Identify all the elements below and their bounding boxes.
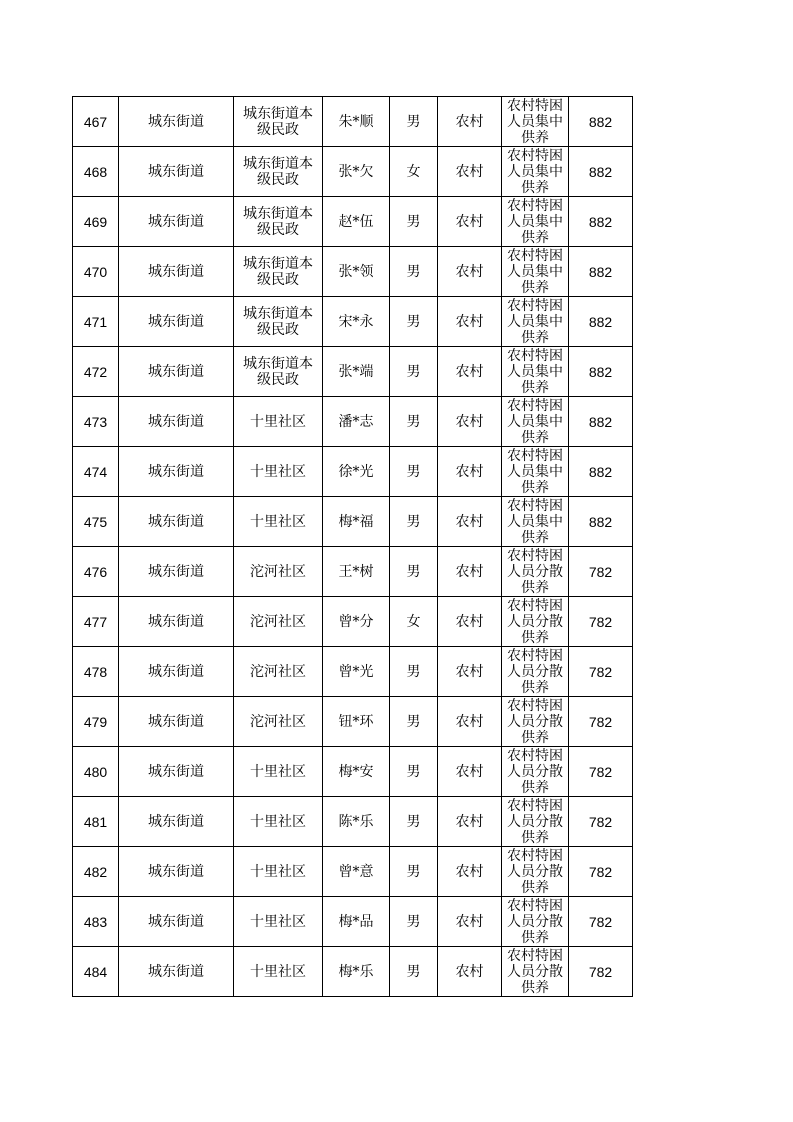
cell-name: 张*欠 [323, 147, 390, 197]
cell-community: 十里社区 [234, 947, 323, 997]
cell-community: 沱河社区 [234, 697, 323, 747]
cell-community: 城东街道本级民政 [234, 347, 323, 397]
cell-street: 城东街道 [119, 747, 234, 797]
cell-support-type: 农村特困人员分散供养 [502, 597, 569, 647]
cell-community: 城东街道本级民政 [234, 97, 323, 147]
cell-area: 农村 [438, 347, 502, 397]
cell-number: 474 [73, 447, 119, 497]
cell-community: 十里社区 [234, 897, 323, 947]
cell-street: 城东街道 [119, 947, 234, 997]
cell-number: 479 [73, 697, 119, 747]
cell-gender: 男 [390, 447, 438, 497]
cell-amount: 882 [569, 247, 633, 297]
cell-name: 曾*光 [323, 647, 390, 697]
cell-street: 城东街道 [119, 347, 234, 397]
cell-community: 城东街道本级民政 [234, 147, 323, 197]
cell-support-type: 农村特困人员集中供养 [502, 97, 569, 147]
cell-support-type: 农村特困人员集中供养 [502, 397, 569, 447]
cell-support-type: 农村特困人员集中供养 [502, 297, 569, 347]
cell-amount: 882 [569, 397, 633, 447]
table-row [73, 647, 633, 697]
cell-name: 陈*乐 [323, 797, 390, 847]
cell-community: 十里社区 [234, 847, 323, 897]
cell-support-type: 农村特困人员集中供养 [502, 497, 569, 547]
cell-area: 农村 [438, 247, 502, 297]
cell-gender: 男 [390, 297, 438, 347]
cell-number: 480 [73, 747, 119, 797]
cell-gender: 男 [390, 97, 438, 147]
cell-street: 城东街道 [119, 447, 234, 497]
cell-number: 481 [73, 797, 119, 847]
cell-name: 梅*乐 [323, 947, 390, 997]
cell-number: 470 [73, 247, 119, 297]
table-row [73, 547, 633, 597]
table-row [73, 697, 633, 747]
cell-gender: 男 [390, 197, 438, 247]
cell-amount: 882 [569, 347, 633, 397]
cell-street: 城东街道 [119, 247, 234, 297]
cell-community: 十里社区 [234, 747, 323, 797]
cell-community: 城东街道本级民政 [234, 197, 323, 247]
cell-name: 赵*伍 [323, 197, 390, 247]
cell-gender: 男 [390, 697, 438, 747]
cell-name: 张*端 [323, 347, 390, 397]
cell-number: 467 [73, 97, 119, 147]
cell-gender: 女 [390, 597, 438, 647]
cell-support-type: 农村特困人员集中供养 [502, 197, 569, 247]
cell-number: 468 [73, 147, 119, 197]
cell-name: 梅*安 [323, 747, 390, 797]
cell-gender: 男 [390, 397, 438, 447]
cell-gender: 男 [390, 747, 438, 797]
cell-name: 曾*分 [323, 597, 390, 647]
cell-street: 城东街道 [119, 697, 234, 747]
cell-street: 城东街道 [119, 547, 234, 597]
cell-support-type: 农村特困人员分散供养 [502, 797, 569, 847]
cell-area: 农村 [438, 747, 502, 797]
cell-gender: 女 [390, 147, 438, 197]
cell-support-type: 农村特困人员分散供养 [502, 947, 569, 997]
cell-support-type: 农村特困人员集中供养 [502, 247, 569, 297]
cell-area: 农村 [438, 797, 502, 847]
cell-name: 朱*顺 [323, 97, 390, 147]
cell-support-type: 农村特困人员集中供养 [502, 447, 569, 497]
table-row [73, 397, 633, 447]
table-row [73, 347, 633, 397]
cell-name: 曾*意 [323, 847, 390, 897]
cell-number: 471 [73, 297, 119, 347]
table-row [73, 497, 633, 547]
cell-street: 城东街道 [119, 297, 234, 347]
cell-name: 徐*光 [323, 447, 390, 497]
cell-number: 484 [73, 947, 119, 997]
cell-street: 城东街道 [119, 847, 234, 897]
cell-name: 张*领 [323, 247, 390, 297]
cell-street: 城东街道 [119, 197, 234, 247]
table-row [73, 747, 633, 797]
cell-community: 沱河社区 [234, 597, 323, 647]
cell-support-type: 农村特困人员分散供养 [502, 747, 569, 797]
table-row [73, 947, 633, 997]
table-row [73, 197, 633, 247]
cell-area: 农村 [438, 947, 502, 997]
cell-amount: 782 [569, 897, 633, 947]
cell-number: 476 [73, 547, 119, 597]
cell-gender: 男 [390, 347, 438, 397]
cell-area: 农村 [438, 697, 502, 747]
cell-community: 十里社区 [234, 447, 323, 497]
cell-street: 城东街道 [119, 497, 234, 547]
cell-street: 城东街道 [119, 797, 234, 847]
table-row [73, 847, 633, 897]
cell-gender: 男 [390, 247, 438, 297]
cell-area: 农村 [438, 97, 502, 147]
table-row [73, 897, 633, 947]
table-row [73, 797, 633, 847]
cell-street: 城东街道 [119, 597, 234, 647]
cell-community: 十里社区 [234, 497, 323, 547]
cell-number: 472 [73, 347, 119, 397]
cell-amount: 882 [569, 497, 633, 547]
table-body [73, 97, 633, 997]
cell-number: 478 [73, 647, 119, 697]
cell-area: 农村 [438, 197, 502, 247]
cell-amount: 782 [569, 697, 633, 747]
cell-name: 宋*永 [323, 297, 390, 347]
cell-amount: 882 [569, 147, 633, 197]
cell-support-type: 农村特困人员分散供养 [502, 697, 569, 747]
cell-support-type: 农村特困人员分散供养 [502, 547, 569, 597]
cell-amount: 782 [569, 547, 633, 597]
cell-area: 农村 [438, 847, 502, 897]
cell-community: 沱河社区 [234, 647, 323, 697]
cell-name: 潘*志 [323, 397, 390, 447]
cell-street: 城东街道 [119, 147, 234, 197]
cell-amount: 782 [569, 847, 633, 897]
cell-area: 农村 [438, 447, 502, 497]
cell-area: 农村 [438, 647, 502, 697]
cell-amount: 882 [569, 197, 633, 247]
cell-area: 农村 [438, 497, 502, 547]
cell-name: 钮*环 [323, 697, 390, 747]
cell-name: 梅*品 [323, 897, 390, 947]
cell-amount: 782 [569, 797, 633, 847]
cell-community: 城东街道本级民政 [234, 247, 323, 297]
table-row [73, 97, 633, 147]
table-row [73, 597, 633, 647]
cell-area: 农村 [438, 297, 502, 347]
cell-community: 沱河社区 [234, 547, 323, 597]
table-row [73, 297, 633, 347]
cell-area: 农村 [438, 597, 502, 647]
cell-area: 农村 [438, 147, 502, 197]
cell-amount: 882 [569, 447, 633, 497]
cell-number: 483 [73, 897, 119, 947]
cell-gender: 男 [390, 547, 438, 597]
cell-amount: 882 [569, 297, 633, 347]
cell-street: 城东街道 [119, 897, 234, 947]
cell-amount: 782 [569, 947, 633, 997]
cell-support-type: 农村特困人员分散供养 [502, 847, 569, 897]
cell-amount: 782 [569, 597, 633, 647]
cell-area: 农村 [438, 897, 502, 947]
beneficiary-table [72, 96, 633, 997]
cell-name: 梅*福 [323, 497, 390, 547]
cell-amount: 782 [569, 647, 633, 697]
table-row [73, 447, 633, 497]
cell-gender: 男 [390, 897, 438, 947]
cell-gender: 男 [390, 847, 438, 897]
cell-community: 城东街道本级民政 [234, 297, 323, 347]
cell-area: 农村 [438, 397, 502, 447]
table-row [73, 147, 633, 197]
cell-gender: 男 [390, 647, 438, 697]
table-row [73, 247, 633, 297]
cell-name: 王*树 [323, 547, 390, 597]
cell-support-type: 农村特困人员分散供养 [502, 647, 569, 697]
cell-gender: 男 [390, 797, 438, 847]
cell-amount: 782 [569, 747, 633, 797]
cell-support-type: 农村特困人员集中供养 [502, 347, 569, 397]
cell-support-type: 农村特困人员分散供养 [502, 897, 569, 947]
cell-number: 477 [73, 597, 119, 647]
cell-community: 十里社区 [234, 797, 323, 847]
cell-number: 473 [73, 397, 119, 447]
cell-amount: 882 [569, 97, 633, 147]
cell-street: 城东街道 [119, 397, 234, 447]
cell-number: 475 [73, 497, 119, 547]
cell-gender: 男 [390, 497, 438, 547]
cell-street: 城东街道 [119, 97, 234, 147]
cell-street: 城东街道 [119, 647, 234, 697]
cell-gender: 男 [390, 947, 438, 997]
cell-number: 482 [73, 847, 119, 897]
cell-number: 469 [73, 197, 119, 247]
cell-area: 农村 [438, 547, 502, 597]
cell-community: 十里社区 [234, 397, 323, 447]
cell-support-type: 农村特困人员集中供养 [502, 147, 569, 197]
